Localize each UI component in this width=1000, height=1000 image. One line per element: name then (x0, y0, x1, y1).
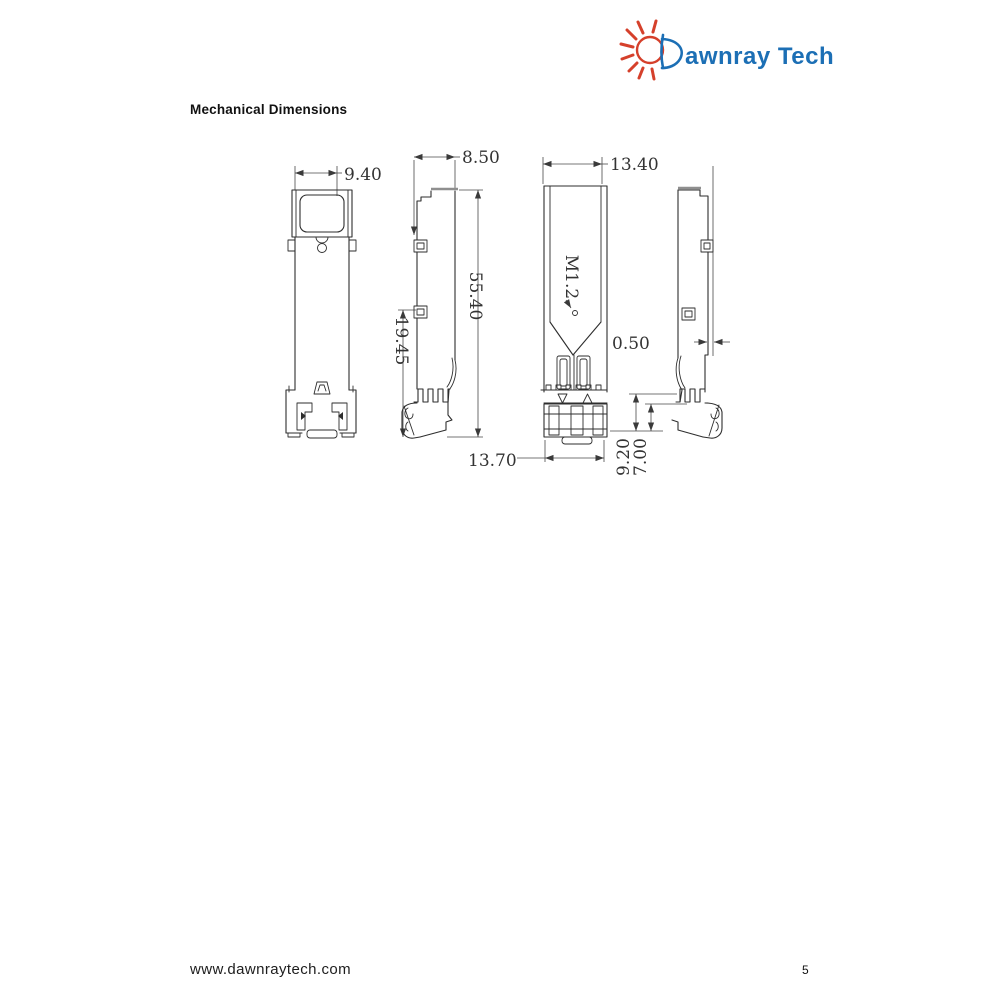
dim-label-body-width: 13.40 (610, 155, 659, 175)
dim-lower-height (391, 310, 416, 437)
logo-text: awnray Tech (685, 43, 835, 70)
dim-pin-heights (610, 394, 687, 476)
page-title: Mechanical Dimensions (190, 102, 348, 117)
dim-label-pin-inner: 7.00 (631, 438, 651, 476)
dim-label-bottom-width: 13.70 (468, 451, 517, 471)
dim-label-gap: 0.50 (612, 334, 650, 354)
view-side-right (610, 166, 730, 476)
screw-label: M1.2 (561, 254, 581, 300)
view-front (286, 165, 382, 438)
view-side-left (391, 148, 500, 438)
dim-front-width (295, 165, 382, 196)
dim-label-front-width: 9.40 (344, 165, 382, 185)
dim-label-total-height: 55.40 (465, 271, 485, 321)
footer-page-number: 5 (802, 963, 809, 977)
dim-gap (612, 166, 730, 356)
dim-label-side-width: 8.50 (462, 148, 500, 168)
dim-total-height (447, 190, 485, 437)
dim-bottom-width (468, 440, 604, 471)
dim-body-width (543, 155, 659, 184)
dim-label-pin-outer: 9.20 (614, 438, 634, 476)
dim-side-width (414, 148, 500, 235)
dim-label-lower-height: 19.45 (391, 316, 411, 366)
screw-callout (561, 255, 581, 316)
view-bottom (541, 155, 659, 444)
footer-website: www.dawnraytech.com (190, 961, 351, 978)
